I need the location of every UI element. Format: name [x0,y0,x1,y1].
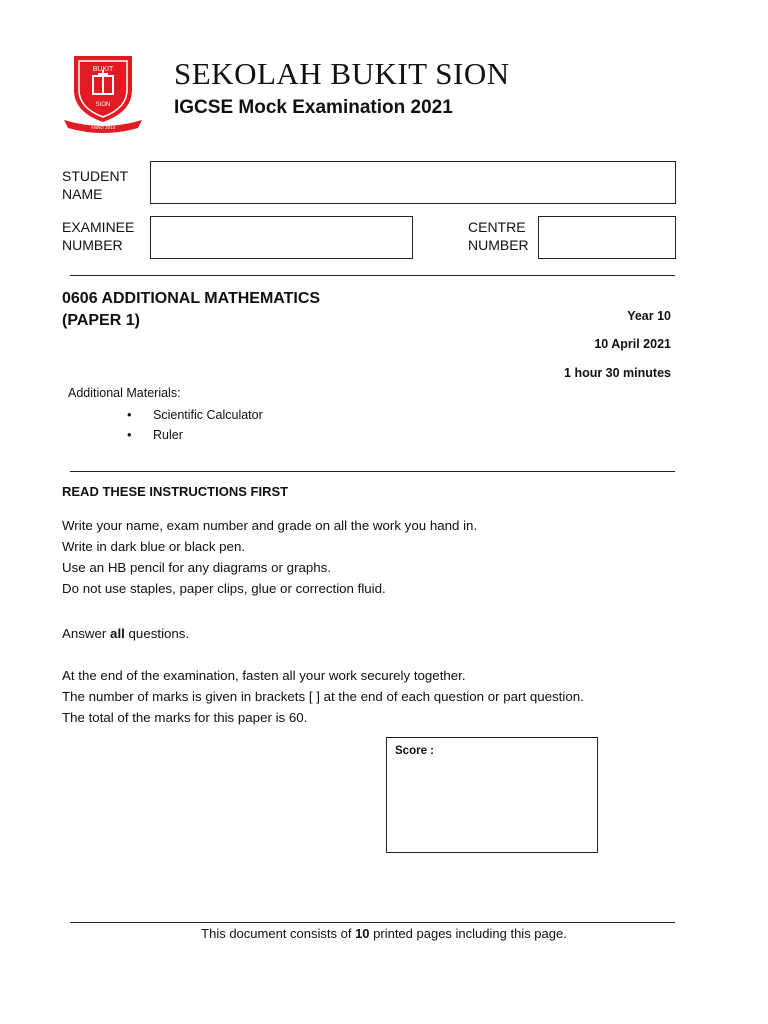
divider-middle [70,471,675,472]
instruction-line: Do not use staples, paper clips, glue or correction fluid. [62,581,386,596]
instruction-line: Use an HB pencil for any diagrams or graphs. [62,560,332,575]
footer-note [0,926,768,941]
footer-post: printed pages including this page. [369,926,567,941]
centre-number-label-line2: NUMBER [468,237,529,253]
divider-footer [70,922,675,923]
materials-list [127,405,263,445]
materials-heading: Additional Materials: [68,386,181,400]
score-label: Score : [395,745,434,757]
list-item: • Ruler [127,425,263,445]
divider-top [70,275,675,276]
student-name-label-line1: STUDENT [62,168,129,184]
school-logo [60,50,146,134]
instructions-heading: READ THESE INSTRUCTIONS FIRST [62,484,289,499]
exam-title: IGCSE Mock Examination 2021 [174,97,453,118]
examinee-number-label-line1: EXAMINEE [62,219,135,235]
logo-bottom-text: SION [95,102,111,108]
instruction-line: At the end of the examination, fasten all your work securely together. [62,668,466,683]
score-box[interactable] [386,737,598,853]
list-item: • Scientific Calculator [127,405,263,425]
examinee-number-label [62,218,134,254]
student-name-field[interactable] [150,161,676,204]
year-label: Year 10 [627,309,671,323]
exam-date: 10 April 2021 [594,337,671,351]
exam-duration: 1 hour 30 minutes [564,366,671,380]
examinee-number-label-line2: NUMBER [62,237,123,253]
examinee-number-field[interactable] [150,216,413,259]
answer-bold: all [110,626,125,641]
instruction-line: Write in dark blue or black pen. [62,539,246,554]
student-name-label [62,167,128,203]
answer-pre: Answer [62,626,111,641]
instruction-line: The total of the marks for this paper is 60. [62,710,308,725]
instruction-line: Write your name, exam number and grade on all the work you hand in. [62,518,478,533]
centre-number-label-line1: CENTRE [468,219,526,235]
logo-ribbon-text: ANNO 2014 [90,125,116,130]
answer-post: questions. [124,626,190,641]
centre-number-field[interactable] [538,216,676,259]
instruction-line: The number of marks is given in brackets [ ] at the end of each question or part question. [62,689,584,704]
footer-pre: This document consists of [201,926,356,941]
subject-line1: 0606 ADDITIONAL MATHEMATICS [62,290,321,307]
instructions-group-2 [62,665,584,728]
subject-title [62,288,320,332]
school-crest-icon [60,50,146,134]
footer-page-count: 10 [355,926,370,941]
answer-all-line [62,623,189,644]
subject-line2: (PAPER 1) [62,312,140,329]
school-name: SEKOLAH BUKIT SION [174,56,510,91]
centre-number-label [468,218,529,254]
instructions-group-1 [62,515,477,599]
student-name-label-line2: NAME [62,186,103,202]
logo-top-text: BUKIT [92,66,114,73]
